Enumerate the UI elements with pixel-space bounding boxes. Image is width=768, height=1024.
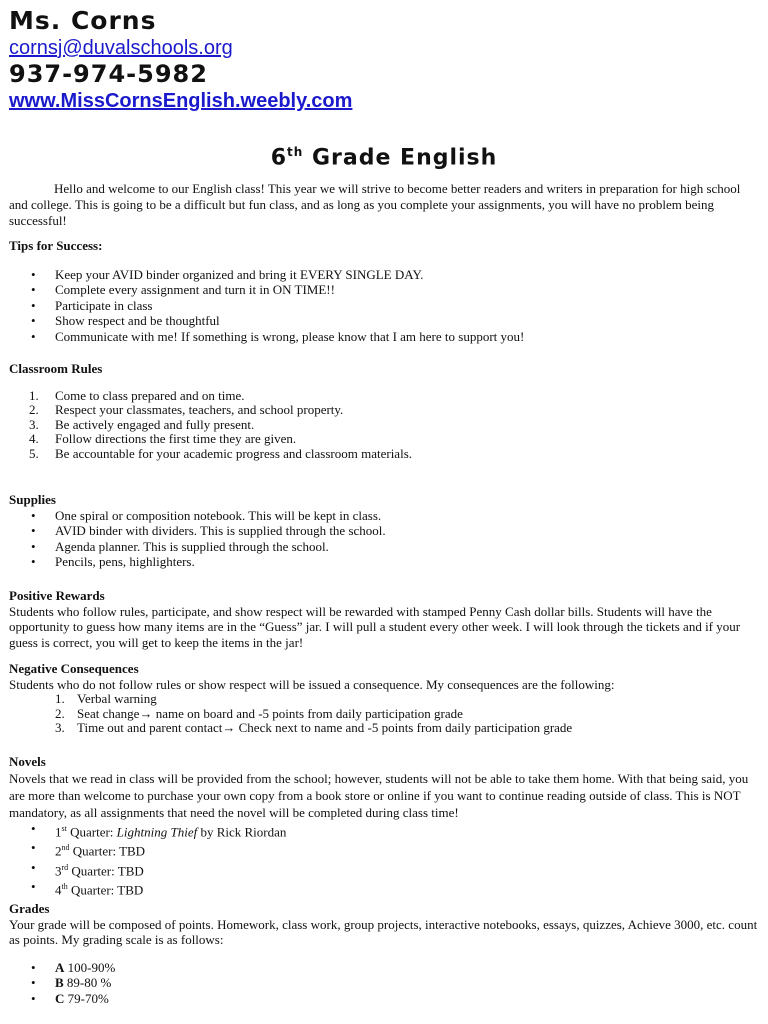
consequences-section	[9, 661, 762, 736]
list-item: • Agenda planner. This is supplied through the school.	[31, 538, 329, 554]
supplies-heading: Supplies	[9, 492, 56, 507]
phone-number: 937-974-5982	[9, 60, 208, 88]
list-item: • One spiral or composition notebook. This will be kept in class.	[31, 507, 382, 523]
list-item: 2. Respect your classmates, teachers, and school property.	[29, 402, 344, 417]
list-item: 5. Be accountable for your academic progress and classroom materials.	[29, 445, 412, 461]
list-item: • Participate in class	[31, 297, 153, 313]
website-link[interactable]: www.MissCornsEnglish.weebly.com	[9, 90, 353, 112]
supplies-section	[9, 492, 762, 570]
list-item: • 1st Quarter: Lightning Thief by Rick Riordan	[31, 821, 287, 840]
consequences-text: Students who do not follow rules or show respect will be issued a consequence. My consequences are the following:	[9, 676, 615, 692]
tips-section	[9, 238, 762, 344]
rewards-section	[9, 588, 762, 650]
email-link[interactable]: cornsj@duvalschools.org	[9, 37, 233, 59]
list-item: • A 100-90%	[31, 959, 116, 975]
tips-heading: Tips for Success:	[9, 238, 103, 253]
novels-text: Novels that we read in class will be provided from the school; however, students will not be able to take them home. With that being said, you are more than welcome to purchase your own copy from a book store or online if you want to continue reading outside of class. This is NOT mandatory, as all assignments that need the novel will be completed during class time!	[9, 771, 749, 820]
grades-section	[9, 901, 762, 1006]
rewards-heading: Positive Rewards	[9, 588, 105, 603]
novels-heading: Novels	[9, 754, 46, 769]
rewards-text: Students who follow rules, participate, and show respect will be rewarded with stamped Penny Cash dollar bills. Students will have the opportunity to guess how many items are in the “Guess” jar. I will pull a student every other week. I will look through the tickets and if your guess is correct, you will get to keep the items in the jar!	[9, 603, 741, 650]
rules-heading: Classroom Rules	[9, 361, 103, 376]
list-item: • Show respect and be thoughtful	[31, 313, 220, 328]
list-item: • 4th Quarter: TBD	[31, 878, 144, 898]
grades-heading: Grades	[9, 901, 50, 916]
title-grade: 6	[270, 145, 287, 171]
novels-section	[9, 753, 762, 898]
list-item: • Complete every assignment and turn it in ON TIME!!	[31, 282, 335, 297]
list-item: 4. Follow directions the first time they are given.	[29, 431, 297, 446]
title-suffix: th	[287, 145, 304, 159]
title-rest: Grade English	[311, 145, 498, 171]
list-item: 3. Time out and parent contact→ Check next to name and -5 points from daily participation grade	[55, 720, 573, 735]
list-item: • 2nd Quarter: TBD	[31, 840, 146, 859]
list-item: 2. Seat change→ name on board and -5 points from daily participation grade	[55, 705, 463, 721]
page-title	[0, 138, 768, 172]
list-item: • B 89-80 %	[31, 975, 112, 990]
list-item: • AVID binder with dividers. This is supplied through the school.	[31, 523, 386, 538]
teacher-name: Ms. Corns	[9, 6, 157, 35]
list-item: • Communicate with me! If something is wrong, please know that I am here to support you!	[31, 328, 525, 344]
list-item: • C 79-70%	[31, 990, 109, 1006]
list-item: 1. Verbal warning	[55, 691, 157, 706]
list-item: 3. Be actively engaged and fully present.	[29, 416, 255, 432]
list-item: 1. Come to class prepared and on time.	[29, 387, 245, 403]
list-item: • Pencils, pens, highlighters.	[31, 554, 195, 569]
consequences-heading: Negative Consequences	[9, 661, 139, 676]
grades-text: Your grade will be composed of points. Homework, class work, group projects, interactive notebooks, essays, quizzes, Achieve 3000, etc. count as points. My grading scale is as follows:	[9, 916, 758, 947]
list-item: • 3rd Quarter: TBD	[31, 859, 144, 878]
intro-paragraph: Hello and welcome to our English class! This year we will strive to become better readers and writers in preparation for high school and college. This is going to be a difficult but fun class, and as long as you complete your assignments, you will have no problem being successful!	[9, 181, 741, 228]
rules-section	[9, 361, 762, 461]
novel-title: Lightning Thief	[116, 824, 198, 840]
list-item: • Keep your AVID binder organized and bring it EVERY SINGLE DAY.	[31, 266, 424, 282]
